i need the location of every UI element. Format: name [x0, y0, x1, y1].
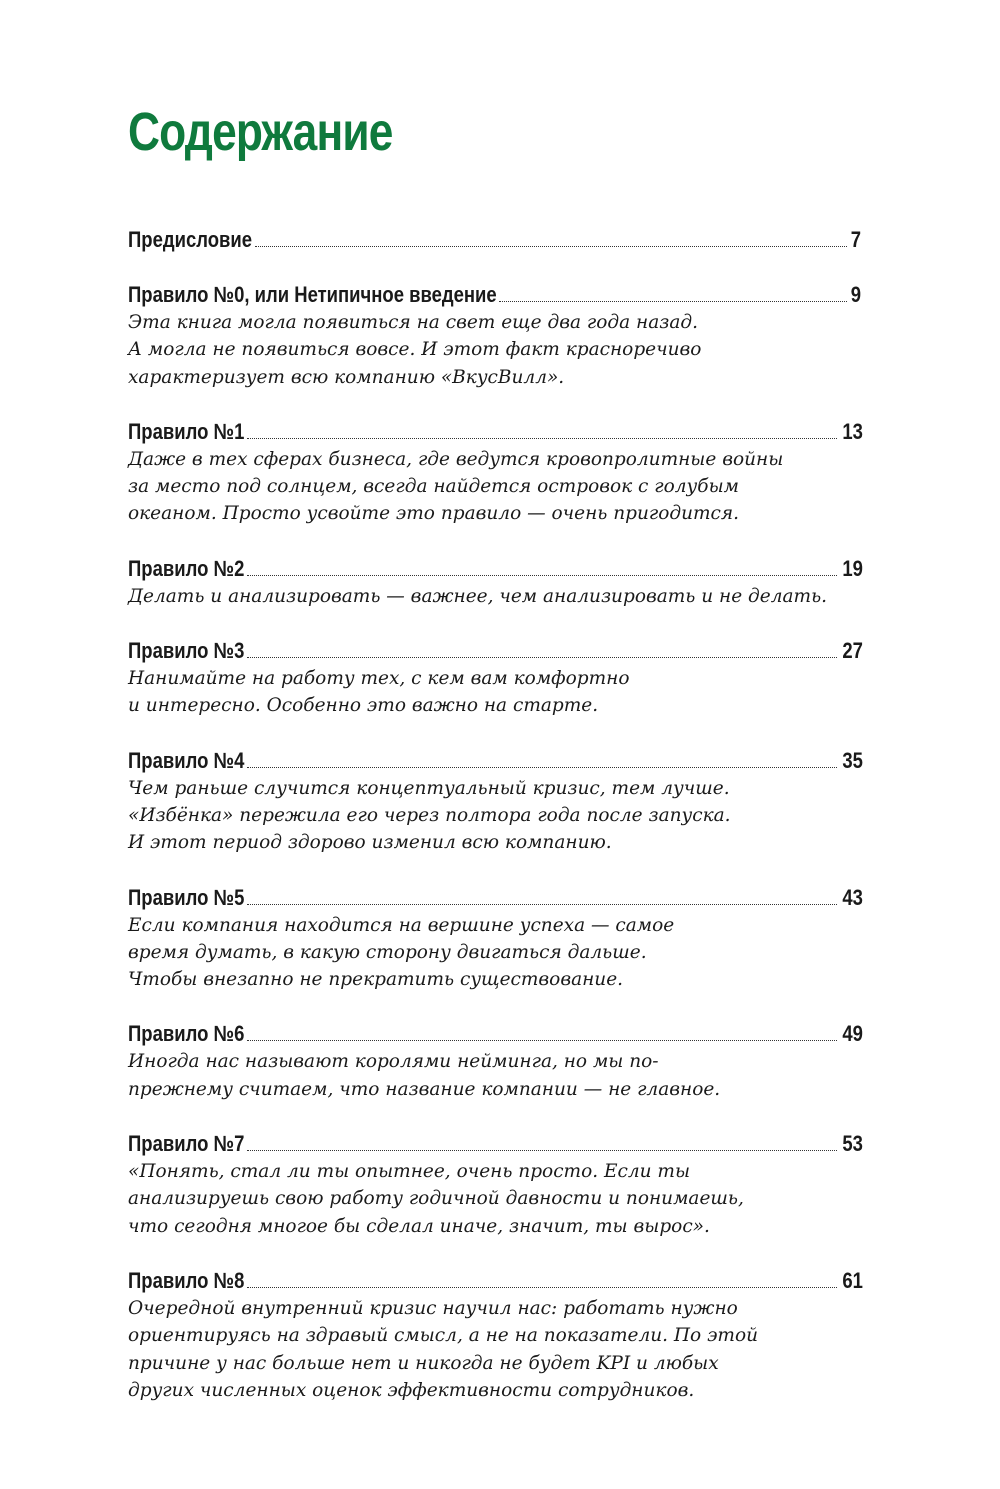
dot-leader — [247, 903, 837, 905]
description-line: ориентируясь на здравый смысл, а не на показатели. По этой — [128, 1325, 759, 1347]
toc-entry-description — [128, 309, 860, 391]
dot-leader — [247, 1286, 837, 1288]
description-line: характеризует всю компанию «ВкусВилл». — [128, 366, 565, 388]
toc-entry-title: Правило №4 — [128, 747, 245, 773]
toc-entry-description — [128, 912, 860, 994]
description-line: «Понять, стал ли ты опытнее, очень просто. Если ты — [128, 1161, 691, 1183]
dot-leader — [255, 245, 847, 247]
toc-entry — [128, 418, 863, 528]
toc-entry — [128, 1267, 863, 1404]
dot-leader — [247, 1039, 837, 1041]
toc-entry-description — [128, 583, 860, 610]
toc-entry-title: Правило №8 — [128, 1267, 245, 1293]
description-line: Иногда нас называют королями нейминга, но мы по- — [128, 1051, 659, 1073]
description-line: Нанимайте на работу тех, с кем вам комфортно — [128, 668, 630, 690]
description-line: Чем раньше случится концептуальный кризис, тем лучше. — [128, 777, 730, 799]
description-line: Делать и анализировать — важнее, чем анализировать и не делать. — [128, 585, 828, 607]
toc-entry-description — [128, 1048, 860, 1103]
toc-list — [128, 226, 863, 1404]
toc-entry — [128, 1130, 863, 1240]
toc-entry-heading — [128, 1267, 863, 1295]
toc-entry — [128, 555, 863, 610]
toc-page — [128, 0, 863, 1489]
page-title: Содержание — [128, 102, 393, 162]
toc-entry-description — [128, 665, 860, 720]
toc-entry-title: Правило №7 — [128, 1131, 245, 1157]
description-line: океаном. Просто усвойте это правило — очень пригодится. — [128, 503, 740, 525]
dot-leader — [247, 574, 837, 576]
toc-entry-heading — [128, 555, 863, 583]
description-line: Если компания находится на вершине успеха — самое — [128, 914, 675, 936]
toc-entry-heading — [128, 1130, 863, 1158]
toc-entry-title: Правило №6 — [128, 1021, 245, 1047]
toc-entry-page-number: 43 — [842, 884, 863, 910]
description-line: Эта книга могла появиться на свет еще два года назад. — [128, 312, 698, 333]
toc-entry-heading — [128, 747, 863, 775]
dot-leader — [499, 300, 847, 302]
description-line: анализируешь свою работу годичной давности и понимаешь, — [128, 1188, 744, 1210]
toc-entry — [128, 281, 860, 391]
toc-entry-title: Правило №0, или Нетипичное введение — [128, 282, 497, 307]
toc-entry-heading — [128, 281, 860, 309]
toc-entry-title: Правило №5 — [128, 884, 245, 910]
description-line: И этот период здорово изменил всю компанию. — [128, 832, 612, 854]
description-line: время думать, в какую сторону двигаться дальше. — [128, 941, 647, 963]
toc-entry — [128, 226, 860, 254]
toc-entry-page-number: 13 — [842, 418, 863, 444]
toc-entry-page-number: 61 — [842, 1267, 863, 1293]
description-line: причине у нас больше нет и никогда не будет KPI и любых — [128, 1352, 719, 1374]
toc-entry-page-number: 35 — [842, 747, 863, 773]
toc-entry-description — [128, 775, 860, 857]
toc-entry — [128, 747, 863, 857]
dot-leader — [247, 437, 837, 439]
toc-entry — [128, 1020, 863, 1103]
description-line: за место под солнцем, всегда найдется островок с голубым — [128, 476, 739, 498]
toc-entry-page-number: 7 — [850, 227, 862, 252]
toc-entry-title: Правило №1 — [128, 418, 245, 444]
toc-entry-heading — [128, 1020, 863, 1048]
toc-entry — [128, 637, 863, 720]
toc-entry — [128, 884, 863, 994]
toc-entry-heading — [128, 884, 863, 912]
dot-leader — [247, 1149, 837, 1151]
toc-entry-page-number: 27 — [842, 638, 863, 664]
description-line: Очередной внутренний кризис научил нас: работать нужно — [128, 1297, 738, 1319]
toc-entry-title: Правило №2 — [128, 555, 245, 581]
toc-entry-description — [128, 446, 860, 528]
dot-leader — [247, 656, 837, 658]
toc-entry-title: Предисловие — [128, 227, 253, 252]
toc-entry-heading — [128, 418, 863, 446]
description-line: других численных оценок эффективности сотрудников. — [128, 1379, 695, 1401]
dot-leader — [247, 766, 837, 768]
toc-entry-page-number: 49 — [842, 1021, 863, 1047]
toc-entry-title: Правило №3 — [128, 638, 245, 664]
toc-entry-page-number: 53 — [842, 1131, 863, 1157]
toc-entry-description — [128, 1295, 860, 1404]
description-line: что сегодня многое бы сделал иначе, значит, ты вырос». — [128, 1215, 710, 1237]
description-line: «Избёнка» пережила его через полтора года после запуска. — [128, 804, 731, 826]
description-line: и интересно. Особенно это важно на старте. — [128, 695, 599, 717]
description-line: прежнему считаем, что название компании — не главное. — [128, 1078, 721, 1100]
toc-entry-page-number: 9 — [850, 282, 862, 307]
toc-entry-heading — [128, 226, 860, 254]
toc-entry-description — [128, 1158, 860, 1240]
toc-entry-heading — [128, 637, 863, 665]
description-line: Чтобы внезапно не прекратить существование. — [128, 969, 624, 991]
description-line: А могла не появиться вовсе. И этот факт красноречиво — [128, 339, 702, 361]
toc-entry-page-number: 19 — [842, 555, 863, 581]
description-line: Даже в тех сферах бизнеса, где ведутся кровопролитные войны — [128, 448, 784, 470]
